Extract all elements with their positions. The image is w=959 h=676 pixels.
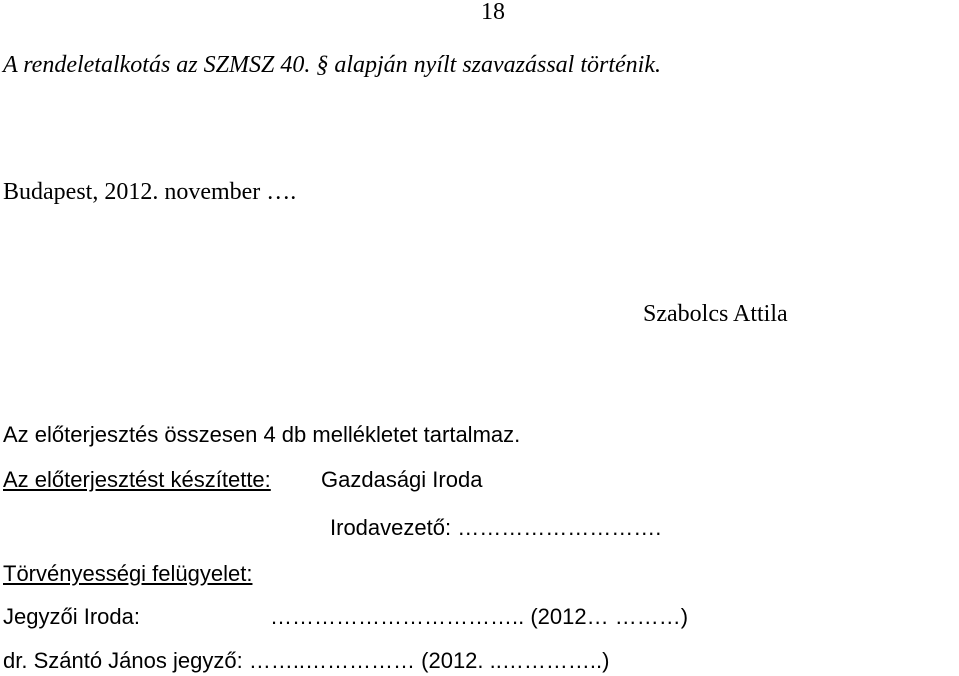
- page-number: 18: [481, 0, 505, 25]
- legality-label: Törvényességi felügyelet:: [3, 561, 253, 586]
- signatory-name: Szabolcs Attila: [643, 301, 788, 327]
- prepared-by-label: Az előterjesztést készítette:: [3, 467, 271, 492]
- prepared-by-value: Gazdasági Iroda: [321, 467, 483, 492]
- notary-office-label: Jegyzői Iroda:: [3, 604, 140, 629]
- attachments-note: Az előterjesztés összesen 4 db mellékletet tartalmaz.: [3, 422, 521, 447]
- head-of-office-line: Irodavezető: ……………………….: [330, 515, 662, 540]
- notary-name-line: dr. Szántó János jegyző: ……..…………… (2012. ..…………..): [3, 648, 610, 673]
- notary-office-sign-line: …………………………….. (2012… ………): [270, 604, 689, 629]
- place-date: Budapest, 2012. november ….: [3, 179, 297, 205]
- rule-text: A rendeletalkotás az SZMSZ 40. § alapján nyílt szavazással történik.: [3, 52, 661, 78]
